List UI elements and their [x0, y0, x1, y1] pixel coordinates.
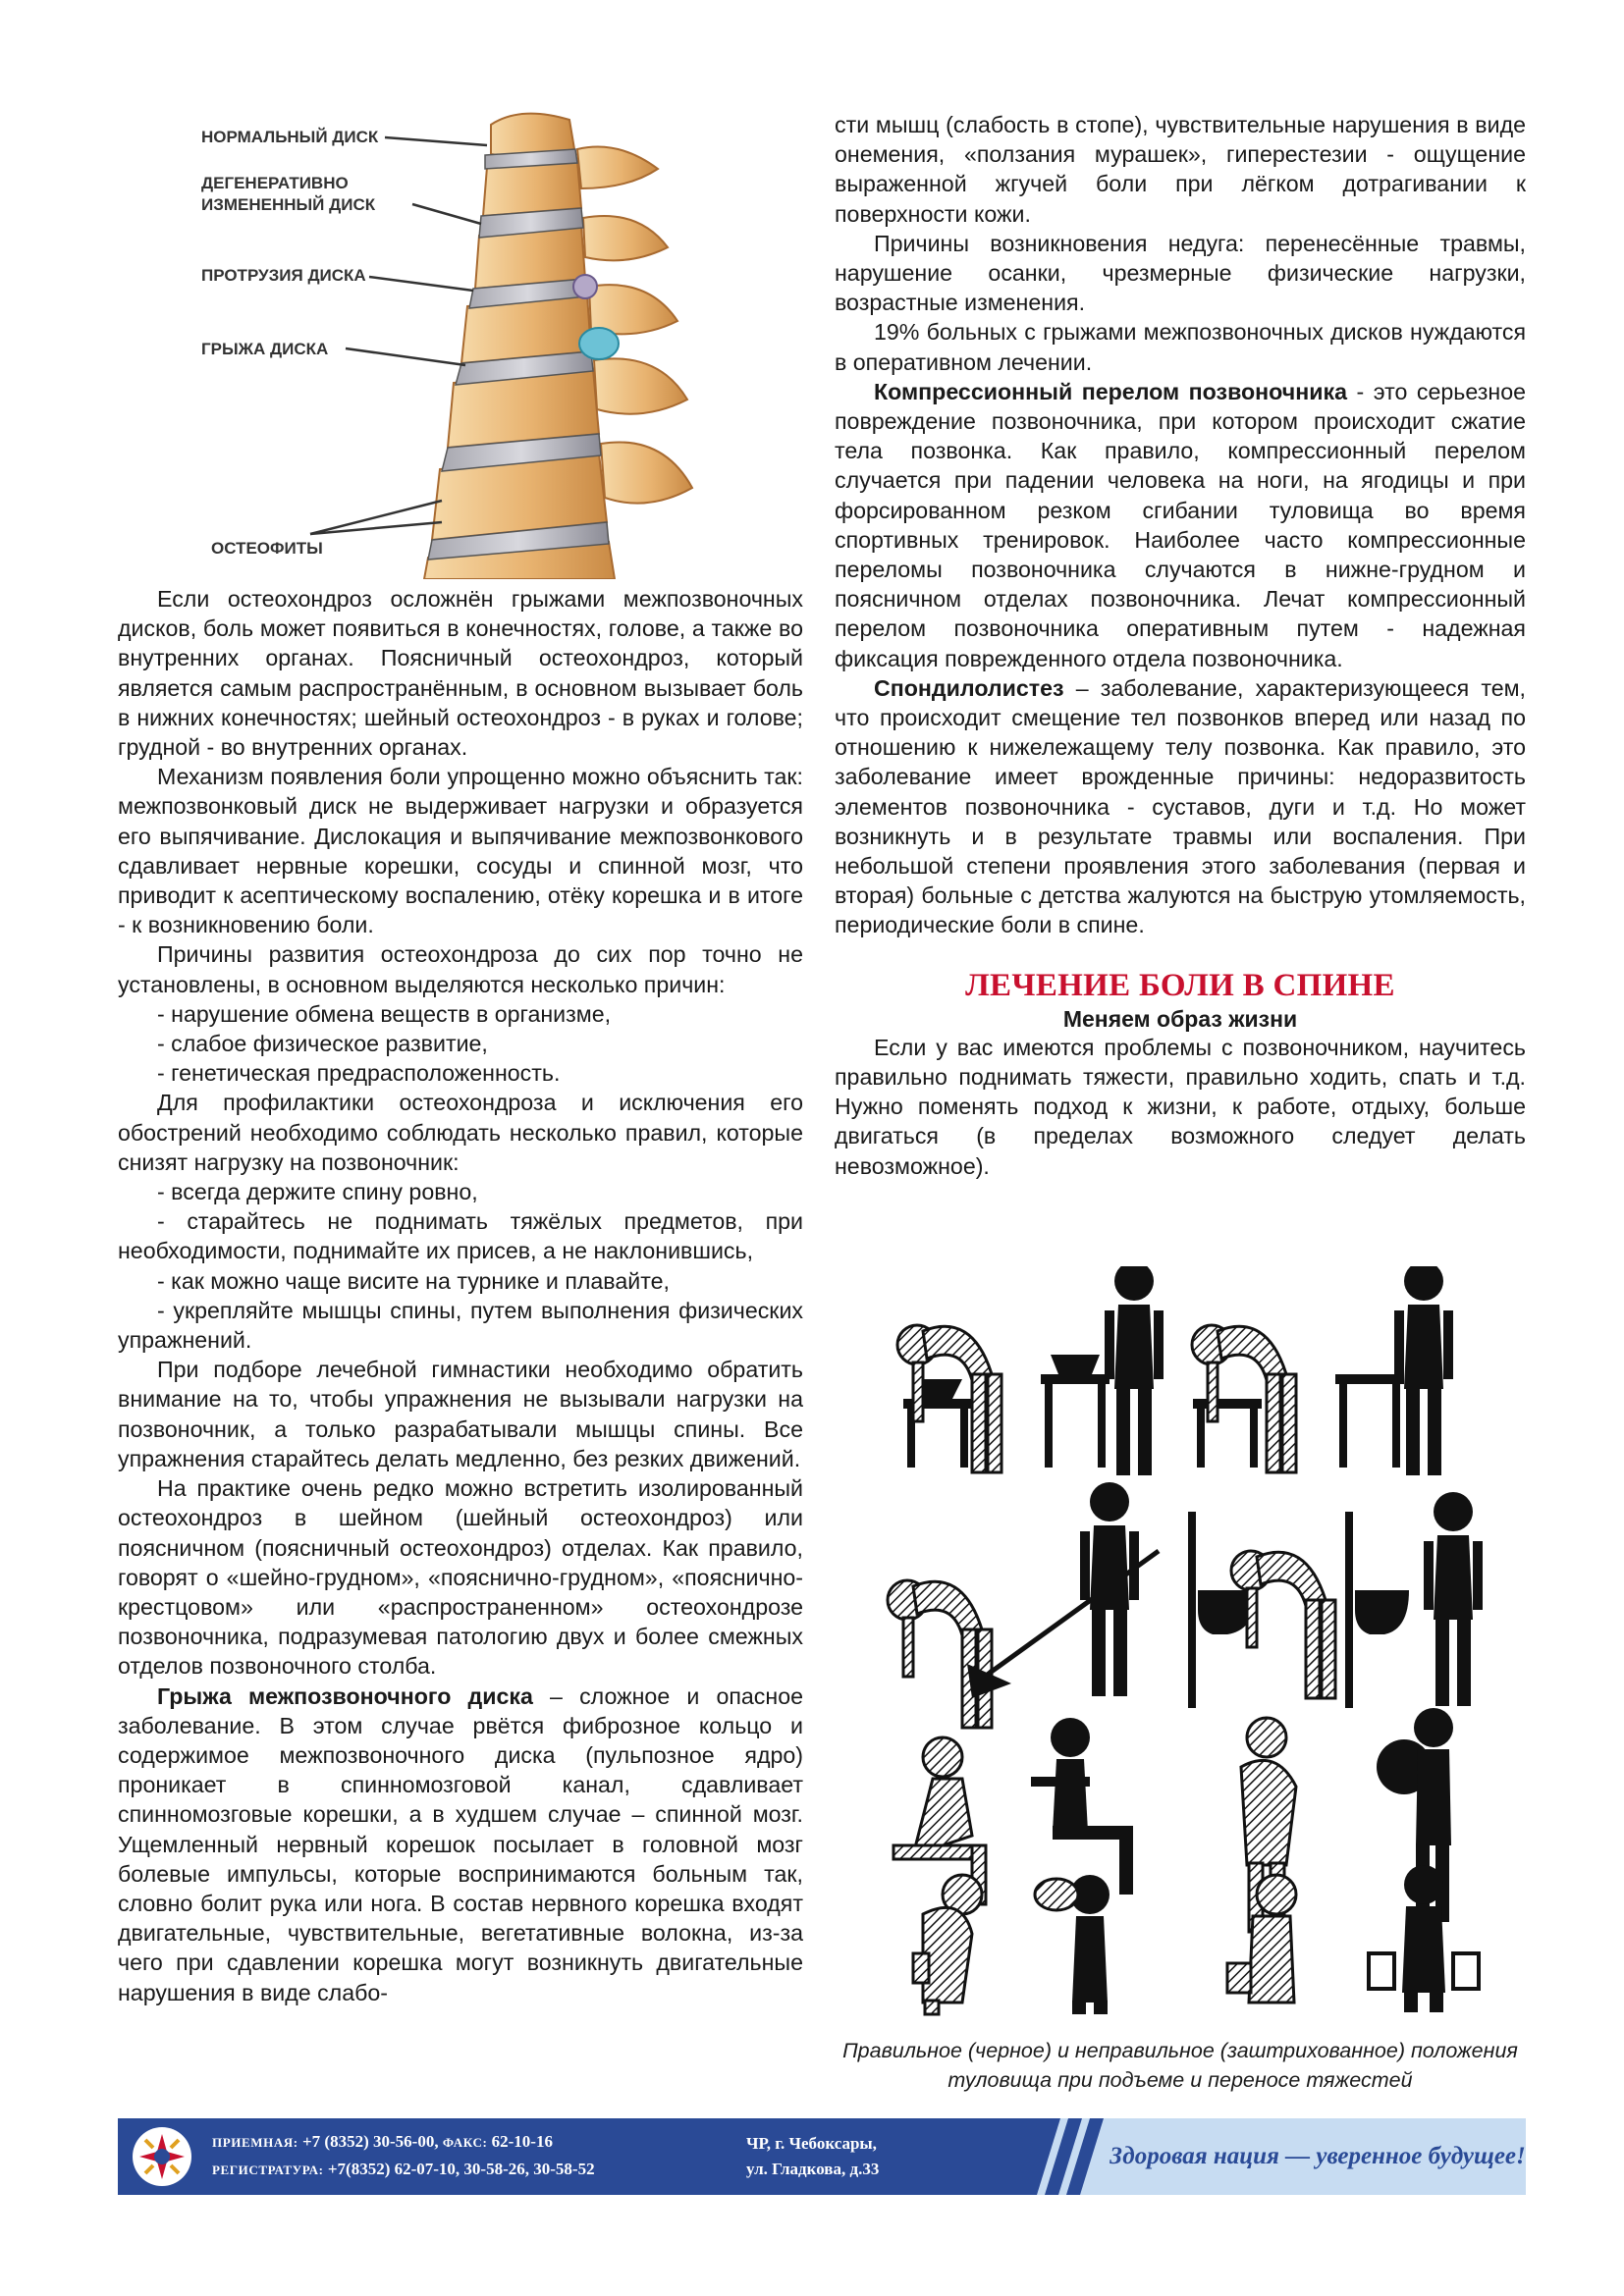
list-item: - нарушение обмена веществ в организме,	[157, 1000, 612, 1027]
list-item: - всегда держите спину ровно,	[157, 1179, 478, 1205]
section-subtitle: Меняем образ жизни	[1062, 1005, 1298, 1032]
paragraph: При подборе лечебной гимнастики необходимо обратить внимание на то, чтобы упражнения не вызывали нагрузки на позвоночник, а только разрабатывали мышцы спины. Все упражнения старайтесь делать медленно, без резких движений.	[118, 1357, 803, 1471]
address-line-1: ЧР, г. Чебоксары,	[746, 2134, 877, 2153]
paragraph: Для профилактики остеохондроза и исключения его обострений необходимо соблюдать несколько правил, которые снизят нагрузку на позвоночник:	[118, 1090, 803, 1175]
footer-slogan-panel	[1110, 2118, 1526, 2195]
figure-row-1	[897, 1266, 1453, 1475]
right-column	[835, 110, 1526, 1181]
label-osteophytes: ОСТЕОФИТЫ	[211, 539, 323, 558]
paragraph: Механизм появления боли упрощенно можно объяснить так: межпозвонковый диск не выдерживает нагрузки и образуется его выпячивание. Дислокация и выпячивание межпозвонкового сдавливает нервные корешки, сосуды и спинной мозг, что приводит к асептическому воспалению, отёку корешка и в итоге - к возникновению боли.	[118, 764, 803, 938]
hernia-description: – сложное и опасное заболевание. В этом случае рвётся фиброзное кольцо и содержимое межпозвоночного диска (пульпозное ядро) проникает в спинномозговой канал, сдавливает спинномозговые корешки, а в худшем случае – спинной мозг. Ущемленный нервный корешок посылает в головной мозг болевые импульсы, которые воспринимаются больным так, словно болит рука или нога. В состав нервного корешка входят двигательные, чувствительные, вегетативные волокна, из-за чего при сдавлении корешка могут возникнуть двигательные нарушения в виде слабо-	[118, 1682, 803, 2005]
label-degenerated-2: ИЗМЕНЕННЫЙ ДИСК	[201, 195, 376, 214]
paragraph	[118, 1682, 803, 2007]
registry-line: РЕГИСТРАТУРА: +7(8352) 62-07-10, 30-58-26, 30-58-52	[212, 2160, 595, 2178]
fracture-description: - это серьезное повреждение позвоночника, при котором происходит сжатие тела позвонка. Как правило, компрессионный перелом случается при падении человека на ноги, на ягодицы и при форсированном резком сгибании туловища во время спортивных тренировок. Наиболее часто компрессионные переломы позвоночника случаются в нижне-грудном и поясничном отделах позвоночника. Лечат компрессионный перелом позвоночника оперативным путем - надежная фиксация поврежденного отдела позвоночника.	[835, 378, 1526, 671]
label-degenerated-1: ДЕГЕНЕРАТИВНО	[201, 174, 349, 192]
figure-row-4	[913, 1865, 1479, 2014]
list-item: - генетическая предрасположенность.	[157, 1060, 561, 1087]
label-hernia: ГРЫЖА ДИСКА	[201, 340, 329, 358]
spondylolisthesis-description: – заболевание, характеризующееся тем, что происходит смещение тел позвонков вперед или назад по отношению к нижележащему телу позвонка. Как правило, это заболевание имеет врожденные причины: недоразвитость элементов позвоночника - суставов, дуги и т.д. Но может возникнуть и в результате травмы или воспаления. При небольшой степени проявления этого заболевания (первая и вторая) больные с детства жалуются на быструю утомляемость, периодические боли в спине.	[835, 674, 1526, 938]
vertebrae	[424, 114, 692, 579]
protrusion-marker	[573, 275, 597, 298]
paragraph: сти мышц (слабость в стопе), чувствительные нарушения в виде онемения, «ползания мурашек», гиперестезии - ощущение выраженной жгучей боли при лёгком дотрагивании к поверхности кожи.	[835, 112, 1526, 227]
list-item: - слабое физическое развитие,	[157, 1031, 488, 1057]
list-item: - старайтесь не поднимать тяжёлых предметов, при необходимости, поднимайте их присев, а не наклонившись,	[118, 1208, 803, 1264]
footer-contacts	[118, 2118, 1031, 2195]
paragraph: Если остеохондроз осложнён грыжами межпозвоночных дисков, боль может появиться в конечностях, голове, а также во внутренних органах. Поясничный остеохондроз, который является самым распространённым, в основном вызывает боль в нижних конечностях; шейный остеохондроз - в руках и голове; грудной - во внутренних органах.	[118, 586, 803, 761]
list-item: - как можно чаще висите на турнике и плавайте,	[157, 1267, 670, 1294]
label-normal-disc: НОРМАЛЬНЫЙ ДИСК	[201, 128, 379, 146]
paragraph: Если у вас имеются проблемы с позвоночником, научитесь правильно поднимать тяжести, правильно ходить, спать и т.д. Нужно поменять подход к жизни, к работе, отдыху, больше двигаться (в пределах возможного следует делать невозможное).	[835, 1034, 1526, 1179]
slogan: Здоровая нация — уверенное будущее!	[1110, 2143, 1526, 2169]
clinic-logo	[132, 2126, 192, 2187]
address-line-2: ул. Гладкова, д.33	[746, 2160, 880, 2178]
paragraph: На практике очень редко можно встретить изолированный остеохондроз в шейном (шейный остеохондроз) или поясничном (поясничный остеохондроз) отделах. Как правило, говорят о «шейно-грудном», «пояснично-грудном», «пояснично-крестцовом» или «распространенном» остеохондрозе позвоночника, подразумевая патологию двух и более смежных отделов позвоночного столба.	[118, 1475, 803, 1680]
figure-row-2	[888, 1482, 1483, 1728]
paragraph: Причины возникновения недуга: перенесённые травмы, нарушение осанки, чрезмерные физические нагрузки, возрастные изменения.	[835, 230, 1526, 316]
reception-line: ПРИЕМНАЯ: +7 (8352) 30-56-00, ФАКС: 62-10-16	[212, 2132, 553, 2151]
term-spondylolisthesis: Спондилолистез	[874, 674, 1064, 701]
term-hernia: Грыжа межпозвоночного диска	[157, 1682, 533, 1709]
label-protrusion: ПРОТРУЗИЯ ДИСКА	[201, 266, 366, 285]
paragraph	[835, 673, 1526, 940]
spine-diagram	[196, 110, 731, 579]
term-fracture: Компрессионный перелом позвоночника	[874, 378, 1347, 404]
paragraph: 19% больных с грыжами межпозвоночных дисков нуждаются в оперативном лечении.	[835, 319, 1526, 375]
section-title: ЛЕЧЕНИЕ БОЛИ В СПИНЕ	[965, 967, 1395, 1003]
footer-bar	[118, 2118, 1526, 2195]
list-item: - укрепляйте мышцы спины, путем выполнения физических упражнений.	[118, 1297, 803, 1354]
footer-stripes	[1031, 2118, 1110, 2195]
hernia-marker	[579, 328, 619, 359]
figure-caption: Правильное (черное) и неправильное (заштрихованное) положения туловища при подъеме и переносе тяжестей	[842, 2039, 1518, 2092]
paragraph: Причины развития остеохондроза до сих пор точно не установлены, в основном выделяются несколько причин:	[118, 941, 803, 997]
left-column	[118, 584, 803, 2007]
paragraph	[835, 377, 1526, 673]
posture-illustration	[874, 1266, 1522, 2017]
